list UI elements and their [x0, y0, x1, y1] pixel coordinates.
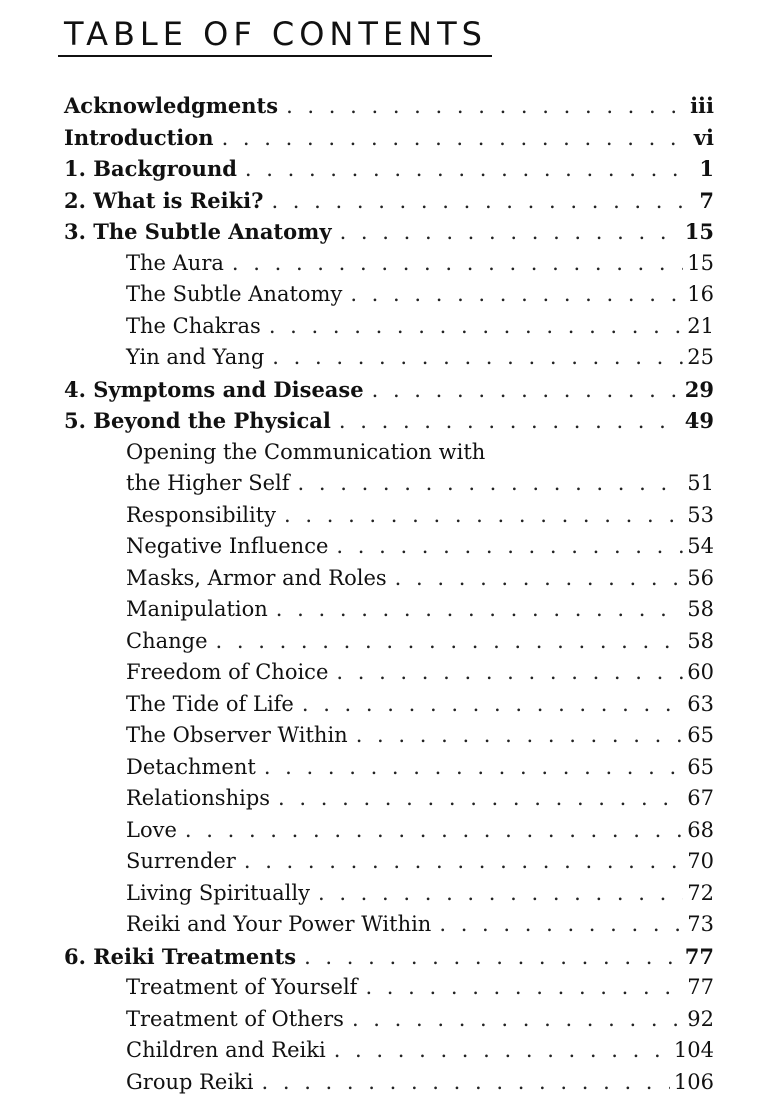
- toc-entry-label: Detachment: [126, 752, 264, 784]
- toc-entry-label: Relationships: [126, 783, 278, 815]
- toc-entry-label: 2. What is Reiki?: [64, 185, 271, 217]
- toc-entry-label: Living Spiritually: [126, 878, 318, 910]
- toc-entry-page: 60: [683, 657, 714, 689]
- toc-entry-label: Manipulation: [126, 594, 276, 626]
- toc-entry[interactable]: [0, 374, 780, 406]
- toc-entry-page: 53: [683, 500, 714, 532]
- dot-leader: [264, 752, 683, 784]
- toc-entry-page: 58: [683, 594, 714, 626]
- toc-entry-label: Introduction: [64, 122, 222, 154]
- toc-entry-label: The Observer Within: [126, 720, 356, 752]
- toc-entry-label: Group Reiki: [126, 1067, 262, 1099]
- title-underline: [58, 55, 492, 57]
- dot-leader: [262, 1067, 670, 1099]
- toc-entry-label: Children and Reiki: [126, 1035, 334, 1067]
- toc-entry[interactable]: [0, 1035, 780, 1067]
- toc-entry-page: 49: [681, 405, 714, 437]
- toc-entry-page: 25: [683, 342, 714, 374]
- toc-entry-label: the Higher Self: [126, 468, 298, 500]
- dot-leader: [244, 846, 683, 878]
- toc-entry[interactable]: [0, 500, 780, 532]
- dot-leader: [278, 783, 683, 815]
- toc-entry-label: Opening the Communication with: [126, 437, 493, 469]
- toc-entry-page: 16: [683, 279, 714, 311]
- dot-leader: [276, 594, 683, 626]
- toc-entry[interactable]: [0, 783, 780, 815]
- toc-entry-page: 21: [683, 311, 714, 343]
- dot-leader: [245, 154, 692, 186]
- page-title: TABLE OF CONTENTS: [64, 15, 487, 53]
- toc-entry-label: Negative Influence: [126, 531, 336, 563]
- dot-leader: [272, 342, 683, 374]
- toc-entry[interactable]: [0, 657, 780, 689]
- toc-entry-label: Treatment of Yourself: [126, 972, 365, 1004]
- toc-entry-page: 77: [683, 972, 714, 1004]
- toc-entry-page: 15: [683, 248, 714, 280]
- dot-leader: [318, 878, 683, 910]
- dot-leader: [350, 279, 683, 311]
- dot-leader: [216, 626, 684, 658]
- toc-entry[interactable]: [0, 846, 780, 878]
- toc-entry-page: 54: [683, 531, 714, 563]
- toc-entry-page: 56: [683, 563, 714, 595]
- toc-entry-page: 106: [670, 1067, 714, 1099]
- toc-entry-page: 58: [683, 626, 714, 658]
- toc-entry-page: 68: [683, 815, 714, 847]
- toc-entry[interactable]: [0, 248, 780, 280]
- dot-leader: [334, 1035, 670, 1067]
- toc-entry[interactable]: [0, 153, 780, 185]
- dot-leader: [340, 217, 681, 249]
- toc-entry[interactable]: [0, 941, 780, 973]
- toc-entry[interactable]: [0, 689, 780, 721]
- toc-entry-page: 104: [670, 1035, 714, 1067]
- dot-leader: [395, 563, 684, 595]
- toc-entry-page: vi: [690, 122, 714, 154]
- toc-entry-label: Acknowledgments: [64, 90, 286, 122]
- toc-entry-label: 5. Beyond the Physical: [64, 405, 339, 437]
- dot-leader: [271, 186, 692, 218]
- toc-entry-label: The Aura: [126, 248, 232, 280]
- dot-leader: [336, 531, 683, 563]
- toc-entry-label: Masks, Armor and Roles: [126, 563, 395, 595]
- dot-leader: [298, 468, 684, 500]
- toc-entry[interactable]: [0, 815, 780, 847]
- toc-entry[interactable]: [0, 720, 780, 752]
- toc-entry-label: The Chakras: [126, 311, 269, 343]
- toc-entry[interactable]: [0, 185, 780, 217]
- toc-entry-label: 3. The Subtle Anatomy: [64, 216, 340, 248]
- toc-entry[interactable]: [0, 1067, 780, 1099]
- toc-entry-label: Surrender: [126, 846, 244, 878]
- toc-entry-label: Treatment of Others: [126, 1004, 352, 1036]
- toc-entry-label: 1. Background: [64, 153, 245, 185]
- dot-leader: [284, 500, 683, 532]
- toc-entry[interactable]: [0, 594, 780, 626]
- toc-entry-label: Responsibility: [126, 500, 284, 532]
- dot-leader: [222, 123, 690, 155]
- toc-entry-page: 73: [683, 909, 714, 941]
- toc-entry[interactable]: [0, 216, 780, 248]
- toc-entry-page: 29: [681, 374, 714, 406]
- toc-entry[interactable]: [0, 752, 780, 784]
- toc-entry-page: 63: [683, 689, 714, 721]
- dot-leader: [336, 657, 683, 689]
- toc-entry-label: Freedom of Choice: [126, 657, 336, 689]
- dot-leader: [352, 1004, 683, 1036]
- toc-entry[interactable]: [0, 563, 780, 595]
- toc-entry-page: 92: [683, 1004, 714, 1036]
- toc-entry-page: 7: [692, 185, 714, 217]
- dot-leader: [365, 972, 683, 1004]
- toc-entry[interactable]: [0, 468, 780, 500]
- toc-entry-label: Yin and Yang: [126, 342, 272, 374]
- dot-leader: [372, 375, 681, 407]
- toc-entry-label: Change: [126, 626, 216, 658]
- toc-entry-page: 77: [681, 941, 714, 973]
- toc-entry[interactable]: [0, 1004, 780, 1036]
- dot-leader: [185, 815, 683, 847]
- toc-entry-page: 67: [683, 783, 714, 815]
- toc-entry-page: iii: [686, 90, 714, 122]
- toc-entry[interactable]: [0, 122, 780, 154]
- toc-entry-page: 1: [692, 153, 714, 185]
- toc-entry-label: 6. Reiki Treatments: [64, 941, 304, 973]
- toc-entry[interactable]: [0, 972, 780, 1004]
- toc-entry[interactable]: [0, 342, 780, 374]
- toc-entry-page: 65: [683, 720, 714, 752]
- toc-entry-page: 72: [683, 878, 714, 910]
- dot-leader: [356, 720, 684, 752]
- toc-entry-label: The Tide of Life: [126, 689, 302, 721]
- toc-entry-page: 51: [683, 468, 714, 500]
- dot-leader: [439, 909, 683, 941]
- toc-entry-page: 65: [683, 752, 714, 784]
- toc-entry[interactable]: [0, 878, 780, 910]
- toc-entry[interactable]: [0, 437, 780, 469]
- toc-entry[interactable]: [0, 626, 780, 658]
- toc-entry[interactable]: [0, 531, 780, 563]
- dot-leader: [269, 311, 683, 343]
- toc-entry[interactable]: [0, 909, 780, 941]
- dot-leader: [302, 689, 683, 721]
- toc-entry[interactable]: [0, 90, 780, 122]
- dot-leader: [304, 942, 681, 974]
- toc-entry-page: 15: [681, 216, 714, 248]
- dot-leader: [232, 248, 683, 280]
- toc-entry[interactable]: [0, 311, 780, 343]
- toc-entry-page: 70: [683, 846, 714, 878]
- toc-entry-label: Love: [126, 815, 185, 847]
- toc-entry[interactable]: [0, 405, 780, 437]
- toc-entry-label: Reiki and Your Power Within: [126, 909, 439, 941]
- dot-leader: [286, 91, 686, 123]
- toc-entry-label: The Subtle Anatomy: [126, 279, 350, 311]
- toc-entry[interactable]: [0, 279, 780, 311]
- dot-leader: [339, 406, 681, 438]
- toc-entry-label: 4. Symptoms and Disease: [64, 374, 372, 406]
- toc-list: [0, 90, 780, 1098]
